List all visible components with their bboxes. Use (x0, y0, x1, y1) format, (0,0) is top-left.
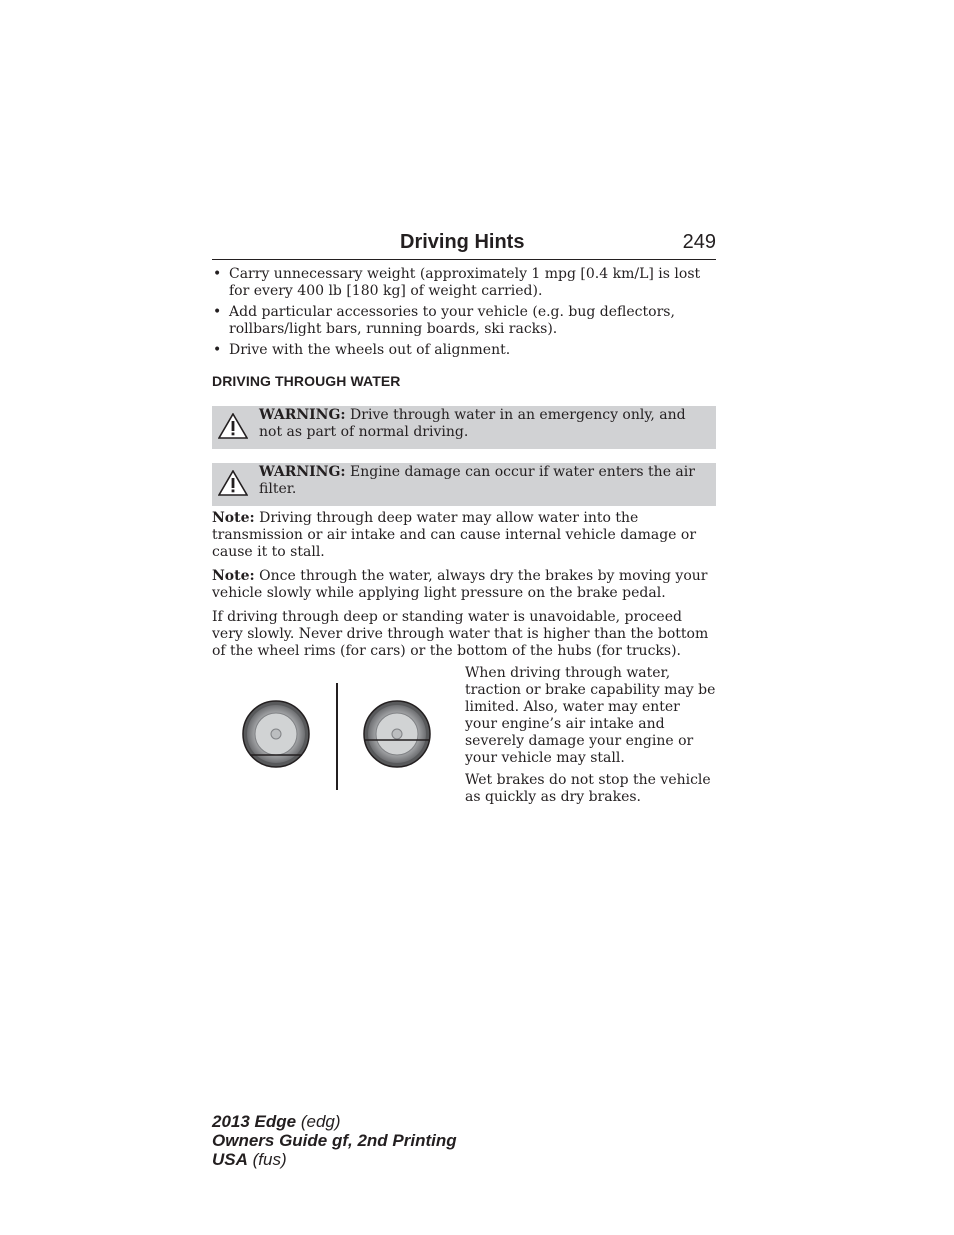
bullet-list (212, 266, 716, 359)
note (212, 510, 716, 561)
wheel-water-level-illustration (236, 683, 462, 795)
list-item: • Carry unnecessary weight (approximately 1 mpg [0.4 km/L] is lost for every 400 lb [180 kg] of weight carried). (213, 266, 701, 299)
body-paragraph: If driving through deep or standing water is unavoidable, proceed very slowly. Never drive through water that is higher than the bottom of the wheel rims (for cars) or the bottom of the hubs (for trucks). (212, 609, 709, 659)
note-label: Note: (212, 510, 255, 526)
note-text: Driving through deep water may allow water into the transmission or air intake and can cause internal vehicle damage or cause it to stall. (212, 510, 697, 560)
warning-label: WARNING: (259, 407, 346, 423)
warning-text: Drive through water in an emergency only, and not as part of normal driving. (259, 407, 686, 440)
caption-paragraph: When driving through water, traction or brake capability may be limited. Also, water may enter your engine’s air intake and severely damage your engine or your vehicle may stall. (465, 665, 716, 766)
caption-paragraph: Wet brakes do not stop the vehicle as quickly as dry brakes. (465, 772, 711, 805)
page-content (212, 266, 716, 815)
bullet-icon: • (213, 342, 222, 358)
page-footer (212, 1112, 457, 1169)
note (212, 568, 716, 602)
warning-text: Engine damage can occur if water enters the air filter. (259, 464, 695, 497)
footer-line: Owners Guide gf, 2nd Printing (212, 1131, 457, 1150)
warning-label: WARNING: (259, 464, 346, 480)
warning-box (212, 406, 716, 449)
section-heading: DRIVING THROUGH WATER (212, 373, 401, 389)
note-label: Note: (212, 568, 255, 584)
illustrated-section (212, 665, 716, 815)
bullet-icon: • (213, 304, 222, 320)
page-header (212, 229, 716, 260)
note-text: Once through the water, always dry the brakes by moving your vehicle slowly while applying light pressure on the brake pedal. (212, 568, 708, 601)
list-item: • Drive with the wheels out of alignment. (213, 342, 511, 358)
warning-box (212, 463, 716, 506)
footer-line: USA (fus) (212, 1150, 287, 1169)
bullet-icon: • (213, 266, 222, 282)
warning-triangle-icon (218, 470, 248, 501)
truck-wheel-icon (364, 701, 430, 767)
list-item: • Add particular accessories to your vehicle (e.g. bug deflectors, rollbars/light bars, running boards, ski racks). (213, 304, 675, 337)
page-number: 249 (682, 231, 716, 253)
chapter-title: Driving Hints (400, 231, 525, 253)
warning-triangle-icon (218, 413, 248, 444)
car-wheel-icon (243, 701, 309, 767)
illustration-caption (465, 665, 716, 811)
footer-line: 2013 Edge (edg) (212, 1112, 341, 1131)
